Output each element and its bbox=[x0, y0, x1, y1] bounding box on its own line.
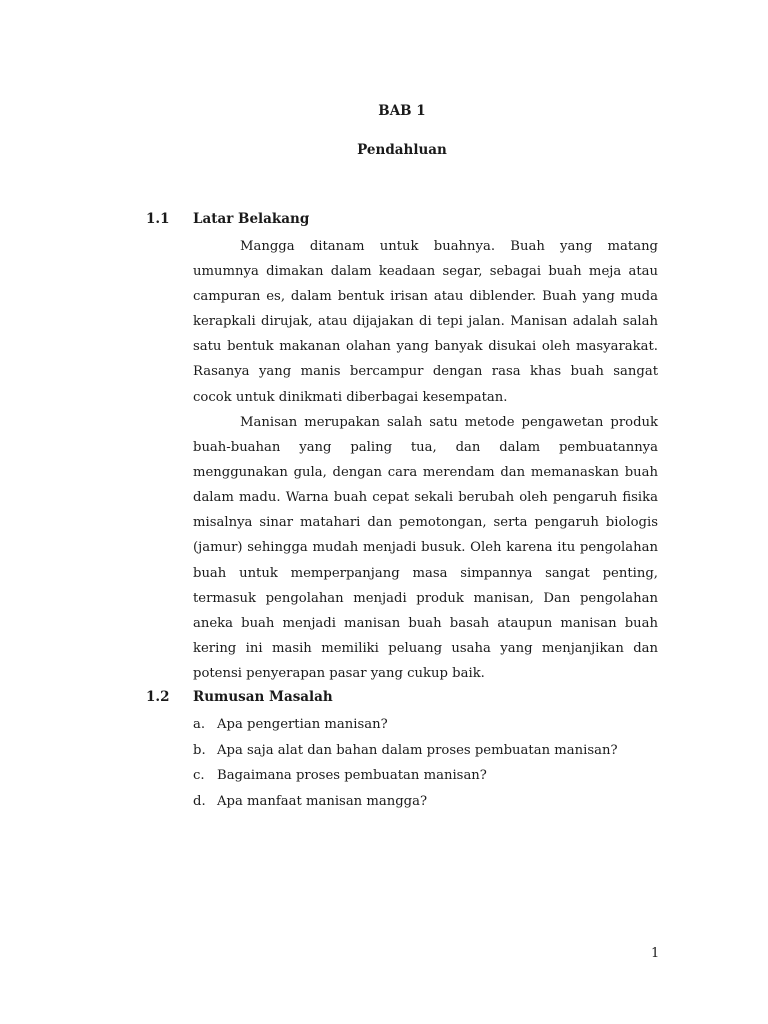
list-marker: d. bbox=[193, 794, 206, 810]
list-marker: a. bbox=[193, 717, 206, 732]
problem-list bbox=[193, 712, 658, 815]
section-heading-latar-belakang bbox=[146, 211, 309, 227]
section-heading-rumusan-masalah bbox=[146, 689, 333, 705]
list-item-text: Apa manfaat manisan mangga? bbox=[217, 794, 428, 810]
section-title: Latar Belakang bbox=[193, 211, 310, 227]
body-paragraph: Manisan merupakan salah satu metode pengawetan produk buah-buahan yang paling tua, dan dalam pembuatannya menggunakan gula, dengan cara merendam dan memanaskan buah dalam madu. Warna buah cepat sekali berubah oleh pengaruh fisika misalnya sinar matahari dan pemotongan, serta pengaruh biologis (jamur) sehingga mudah menjadi busuk. Oleh karena itu pengolahan buah untuk memperpanjang masa simpannya sangat penting, termasuk pengolahan menjadi produk manisan, Dan pengolahan aneka buah menjadi manisan buah basah ataupun manisan buah kering ini masih memiliki peluang usaha yang menjanjikan dan potensi penyerapan pasar yang cukup baik. bbox=[193, 415, 658, 681]
list-item-text: Apa pengertian manisan? bbox=[217, 717, 388, 732]
list-item-text: Apa saja alat dan bahan dalam proses pembuatan manisan? bbox=[217, 742, 618, 758]
page-number: 1 bbox=[651, 946, 660, 961]
chapter-heading: BAB 1 bbox=[378, 103, 426, 119]
list-item bbox=[193, 712, 658, 738]
chapter-title: Pendahluan bbox=[357, 142, 447, 158]
list-marker: b. bbox=[193, 742, 206, 758]
section-number: 1.1 bbox=[146, 211, 170, 227]
list-marker: c. bbox=[193, 768, 205, 784]
body-paragraph: Mangga ditanam untuk buahnya. Buah yang matang umumnya dimakan dalam keadaan segar, sebagai buah meja atau campuran es, dalam bentuk irisan atau diblender. Buah yang muda kerapkali dirujak, atau dijajakan di tepi jalan. Manisan adalah salah satu bentuk makanan olahan yang banyak disukai oleh masyarakat. Rasanya yang manis bercampur dengan rasa khas buah sangat cocok untuk dinikmati diberbagai kesempatan. bbox=[193, 239, 658, 405]
section-title: Rumusan Masalah bbox=[193, 689, 333, 705]
list-item bbox=[193, 738, 658, 764]
list-item bbox=[193, 763, 658, 789]
list-item bbox=[193, 789, 658, 815]
list-item-text: Bagaimana proses pembuatan manisan? bbox=[217, 768, 487, 784]
section-number: 1.2 bbox=[146, 689, 170, 705]
